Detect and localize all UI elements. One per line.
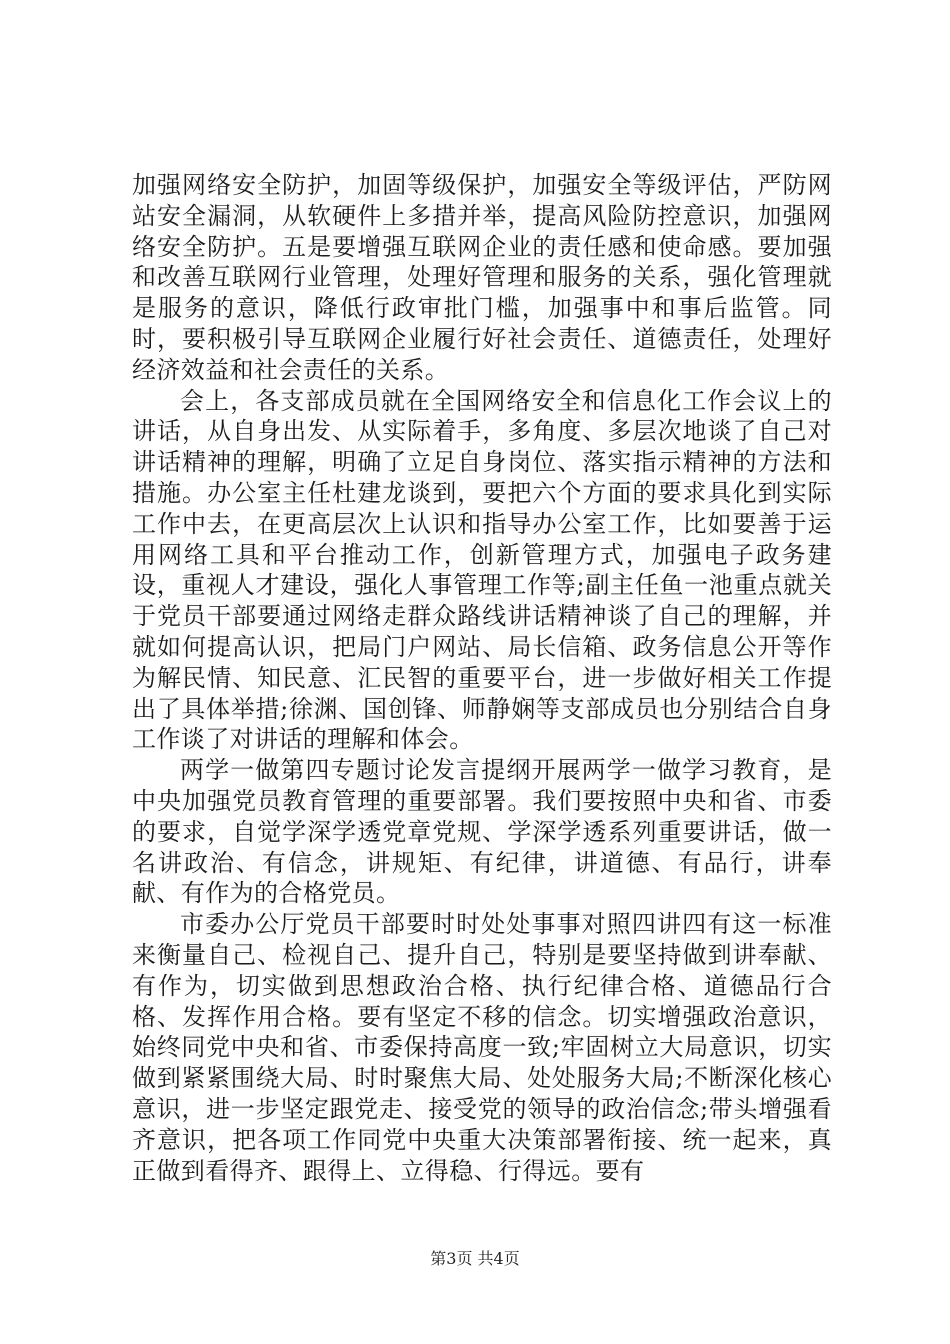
paragraph-municipal-office: 市委办公厅党员干部要时时处处事事对照四讲四有这一标准来衡量自己、检视自己、提升自己，特别是要坚持做到讲奉献、有作为，切实做到思想政治合格、执行纪律合格、道德品行合格、发挥作用合格。要有坚定不移的信念。切实增强政治意识，始终同党中央和省、市委保持高度一致;牢固树立大局意识，切实做到紧紧围绕大局、时时聚焦大局、处处服务大局;不断深化核心意识，进一步坚定跟党走、接受党的领导的政治信念;带头增强看齐意识，把各项工作同党中央重大决策部署衔接、统一起来，真正做到看得齐、跟得上、立得稳、行得远。要有 <box>132 910 832 1185</box>
paragraph-two-studies: 两学一做第四专题讨论发言提纲开展两学一做学习教育，是中央加强党员教育管理的重要部署。我们要按照中央和省、市委的要求，自觉学深学透党章党规、学深学透系列重要讲话，做一名讲政治、有信念，讲规矩、有纪律，讲道德、有品行，讲奉献、有作为的合格党员。 <box>132 756 832 908</box>
paragraph-continued: 加强网络安全防护，加固等级保护，加强安全等级评估，严防网站安全漏洞，从软硬件上多措并举，提高风险防控意识，加强网络安全防护。五是要增强互联网企业的责任感和使命感。要加强和改善互联网行业管理，处理好管理和服务的关系，强化管理就是服务的意识，降低行政审批门槛，加强事中和事后监管。同时，要积极引导互联网企业履行好社会责任、道德责任，处理好经济效益和社会责任的关系。 <box>132 171 832 384</box>
paragraph-meeting-discussion: 会上，各支部成员就在全国网络安全和信息化工作会议上的讲话，从自身出发、从实际着手，多角度、多层次地谈了自己对讲话精神的理解，明确了立足自身岗位、落实指示精神的方法和措施。办公室主任杜建龙谈到，要把六个方面的要求具化到实际工作中去，在更高层次上认识和指导办公室工作，比如要善于运用网络工具和平台推动工作，创新管理方式，加强电子政务建设，重视人才建设，强化人事管理工作等;副主任鱼一池重点就关于党员干部要通过网络走群众路线讲话精神谈了自己的理解，并就如何提高认识，把局门户网站、局长信箱、政务信息公开等作为解民情、知民意、汇民智的重要平台，进一步做好相关工作提出了具体举措;徐渊、国创锋、师静娴等支部成员也分别结合自身工作谈了对讲话的理解和体会。 <box>132 386 832 754</box>
document-body <box>132 170 832 1186</box>
page-footer: 第3页 共4页 <box>430 1249 520 1268</box>
